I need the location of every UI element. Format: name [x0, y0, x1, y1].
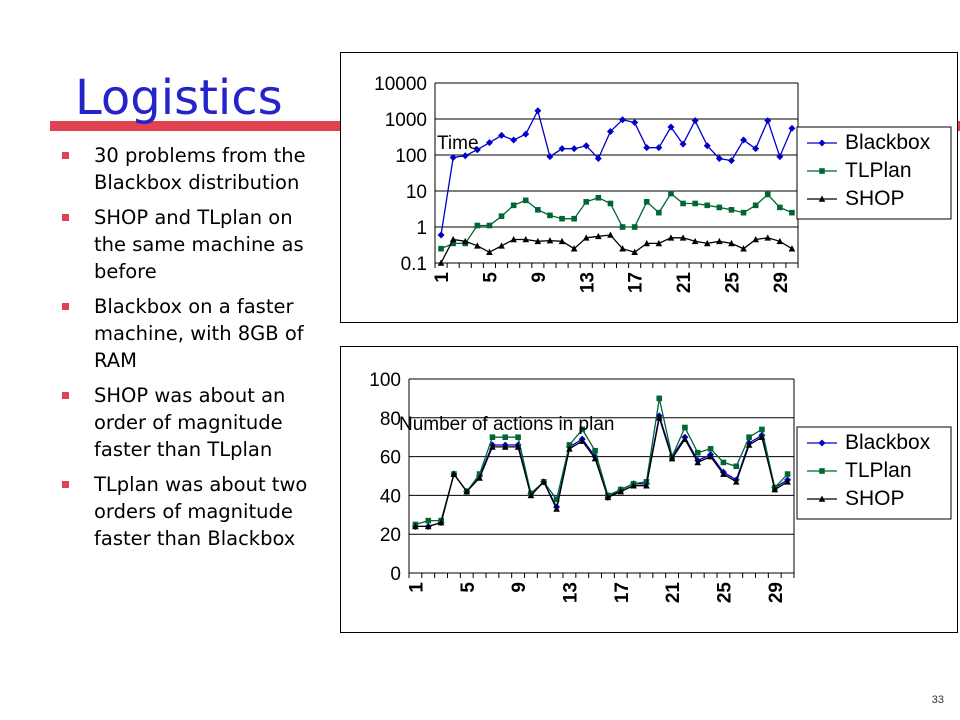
- tlplan-marker: [759, 427, 765, 433]
- y-tick-label: 1: [416, 218, 427, 239]
- tlplan-marker: [559, 216, 565, 222]
- tlplan-marker: [608, 201, 614, 207]
- x-tick-label: 25: [714, 582, 736, 604]
- square-bullet-icon: [62, 152, 69, 159]
- blackbox-marker: [655, 144, 662, 151]
- x-tick-label: 1: [406, 582, 428, 593]
- tlplan-marker: [502, 434, 508, 440]
- tlplan-marker: [704, 203, 710, 209]
- tlplan-marker: [535, 207, 541, 213]
- legend-label: Blackbox: [845, 431, 931, 454]
- x-tick-label: 5: [480, 272, 502, 283]
- shop-marker: [789, 245, 796, 251]
- blackbox-marker: [438, 231, 445, 238]
- series-line-shop: [441, 235, 792, 263]
- tlplan-marker: [515, 434, 521, 440]
- legend-label: SHOP: [845, 187, 905, 210]
- blackbox-marker: [559, 145, 566, 152]
- legend-label: SHOP: [845, 487, 905, 510]
- legend-label: Blackbox: [845, 131, 931, 154]
- blackbox-marker: [728, 157, 735, 164]
- actions-chart: [340, 346, 958, 633]
- actions-chart-svg: [341, 347, 957, 632]
- time-chart: [340, 52, 958, 323]
- shop-marker: [450, 236, 457, 242]
- x-tick-label: 13: [577, 272, 599, 294]
- tlplan-marker: [721, 460, 727, 466]
- x-tick-label: 5: [457, 582, 479, 593]
- y-tick-label: 100: [395, 146, 427, 167]
- y-tick-label: 0.1: [400, 254, 427, 275]
- series-line-tlplan: [441, 194, 792, 249]
- tlplan-marker: [487, 223, 493, 229]
- x-tick-label: 29: [765, 582, 787, 604]
- bullet-item: [60, 382, 322, 463]
- bullet-item: [60, 142, 322, 196]
- tlplan-marker: [632, 224, 638, 230]
- legend-label: TLPlan: [845, 459, 912, 482]
- x-tick-label: 29: [770, 272, 792, 294]
- blackbox-marker: [776, 153, 783, 160]
- y-tick-label: 0: [390, 564, 401, 585]
- y-tick-label: 40: [379, 486, 401, 508]
- blackbox-marker: [692, 117, 699, 124]
- time-chart-svg: [341, 53, 957, 322]
- tlplan-marker: [729, 207, 735, 213]
- blackbox-marker: [486, 139, 493, 146]
- y-tick-label: 60: [379, 447, 401, 469]
- blackbox-marker: [571, 145, 578, 152]
- y-tick-label: 1000: [384, 110, 427, 131]
- y-tick-label: 80: [379, 408, 401, 430]
- tlplan-marker: [656, 396, 662, 402]
- blackbox-marker: [546, 153, 553, 160]
- legend-tlplan-marker: [819, 468, 825, 474]
- tlplan-marker: [733, 464, 739, 470]
- x-tick-label: 1: [432, 272, 454, 283]
- y-axis-label: Time: [437, 133, 479, 154]
- blackbox-marker: [498, 132, 505, 139]
- tlplan-marker: [682, 425, 688, 431]
- legend-label: TLPlan: [845, 159, 912, 182]
- slide-title: Logistics: [75, 70, 283, 126]
- tlplan-marker: [592, 448, 598, 454]
- bullet-text: SHOP and TLplan on the same machine as before: [94, 206, 304, 283]
- tlplan-marker: [583, 199, 589, 205]
- tlplan-marker: [547, 213, 553, 219]
- legend-tlplan-marker: [819, 168, 825, 174]
- y-tick-label: 20: [379, 525, 401, 547]
- tlplan-marker: [777, 205, 783, 211]
- bullet-item: [60, 204, 322, 285]
- blackbox-marker: [643, 144, 650, 151]
- y-tick-label: 10000: [374, 74, 427, 95]
- tlplan-marker: [511, 203, 517, 209]
- blackbox-marker: [522, 131, 529, 138]
- shop-marker: [486, 249, 493, 255]
- bullet-text: TLplan was about two orders of magnitude faster than Blackbox: [94, 473, 308, 550]
- tlplan-marker: [695, 450, 701, 456]
- x-tick-label: 9: [509, 582, 531, 593]
- bullet-item: [60, 293, 322, 374]
- x-tick-label: 21: [674, 272, 696, 294]
- x-tick-label: 13: [560, 582, 582, 604]
- blackbox-marker: [788, 125, 795, 132]
- x-tick-label: 9: [528, 272, 550, 283]
- tlplan-marker: [753, 203, 759, 209]
- square-bullet-icon: [62, 481, 69, 488]
- bullet-text: Blackbox on a faster machine, with 8GB of RAM: [94, 295, 304, 372]
- y-tick-label: 100: [369, 370, 401, 391]
- x-tick-label: 17: [625, 272, 647, 294]
- bullet-list: [60, 142, 322, 560]
- tlplan-marker: [668, 191, 674, 197]
- blackbox-marker: [534, 107, 541, 114]
- tlplan-marker: [571, 216, 577, 222]
- blackbox-marker: [510, 137, 517, 144]
- shop-marker: [716, 238, 723, 244]
- tlplan-marker: [438, 246, 444, 252]
- tlplan-marker: [692, 201, 698, 207]
- square-bullet-icon: [62, 214, 69, 221]
- square-bullet-icon: [62, 392, 69, 399]
- tlplan-marker: [785, 471, 791, 477]
- tlplan-marker: [499, 213, 505, 219]
- tlplan-marker: [741, 210, 747, 216]
- y-tick-label: 10: [405, 182, 427, 203]
- tlplan-marker: [680, 201, 686, 207]
- tlplan-marker: [708, 446, 714, 452]
- tlplan-marker: [644, 199, 650, 205]
- y-axis-label: Number of actions in plan: [399, 414, 615, 435]
- shop-marker: [498, 242, 505, 248]
- bullet-text: 30 problems from the Blackbox distribution: [94, 144, 306, 194]
- blackbox-marker: [764, 117, 771, 124]
- x-tick-label: 17: [611, 582, 633, 604]
- tlplan-marker: [765, 192, 771, 198]
- tlplan-marker: [656, 210, 662, 216]
- tlplan-marker: [717, 205, 723, 211]
- blackbox-marker: [631, 119, 638, 126]
- tlplan-marker: [490, 434, 496, 440]
- tlplan-marker: [475, 223, 481, 229]
- tlplan-marker: [596, 195, 602, 201]
- tlplan-marker: [620, 224, 626, 230]
- bullet-text: SHOP was about an order of magnitude faster than TLplan: [94, 384, 286, 461]
- page-number: 33: [931, 694, 944, 706]
- tlplan-marker: [789, 210, 795, 216]
- square-bullet-icon: [62, 303, 69, 310]
- x-tick-label: 25: [722, 272, 744, 294]
- x-tick-label: 21: [663, 582, 685, 604]
- tlplan-marker: [425, 518, 431, 524]
- tlplan-marker: [523, 198, 529, 204]
- bullet-item: [60, 471, 322, 552]
- tlplan-marker: [746, 434, 752, 440]
